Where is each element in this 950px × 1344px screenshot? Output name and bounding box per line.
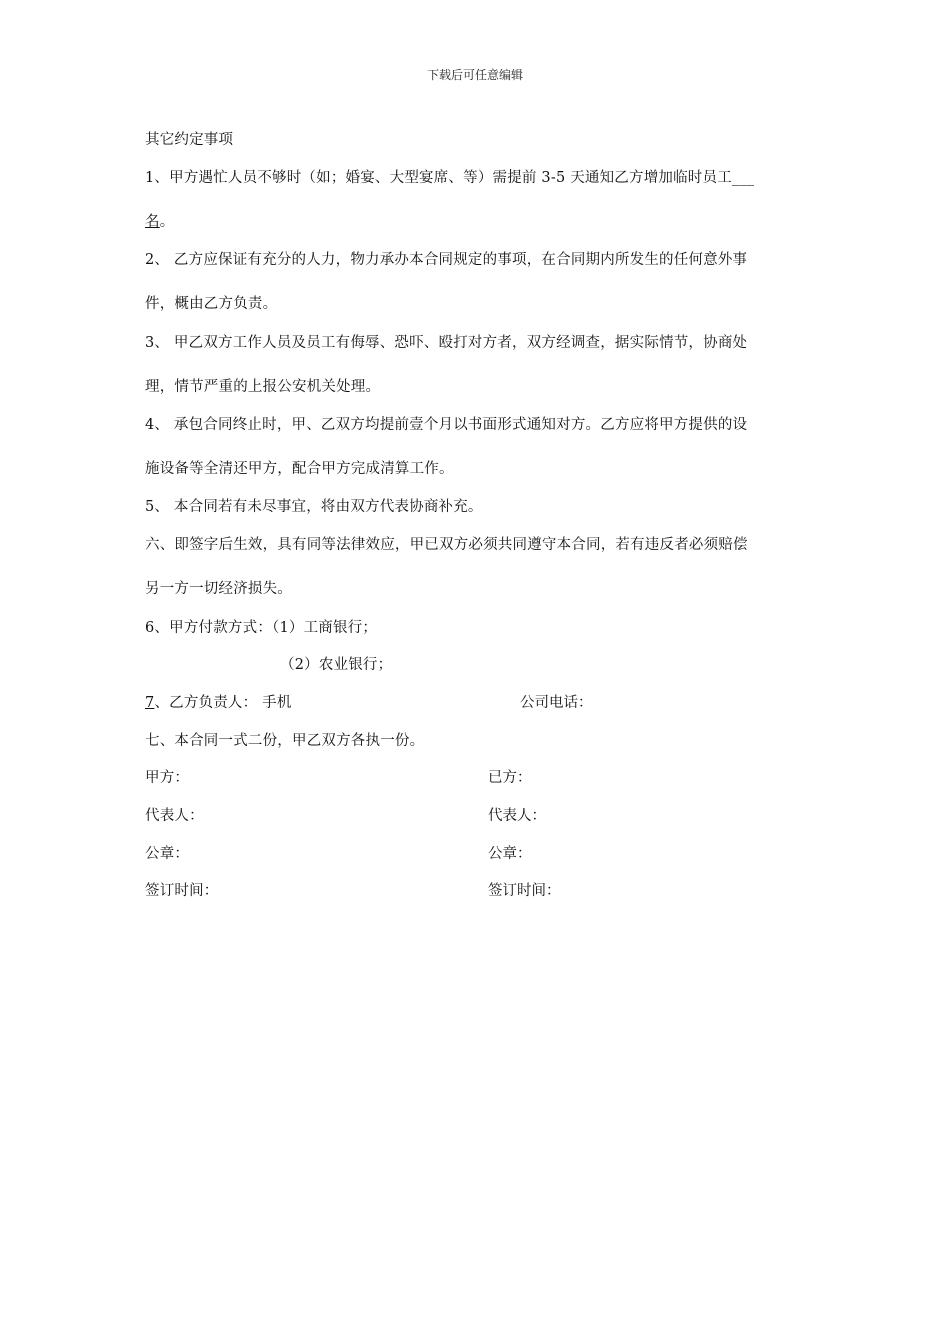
section-title: 其它约定事项 [145, 132, 234, 148]
party-b-representative: 代表人： [488, 808, 546, 824]
party-a-sign-date: 签订时间： [145, 883, 219, 899]
clause-6-line-1: 六、即签字后生效，具有同等法律效应，甲已双方必须共同遵守本合同，若有违反者必须赔偿 [145, 537, 748, 553]
clause-7-text: 、乙方负责人： 手机 [154, 695, 292, 711]
clause-7 [145, 691, 292, 712]
clause-4-line-2: 施设备等全清还甲方，配合甲方完成清算工作。 [145, 461, 454, 477]
clause-1-end: 。 [159, 214, 175, 230]
clause-2-line-1: 2、 乙方应保证有充分的人力，物力承办本合同规定的事项，在合同期内所发生的任何意外事 [145, 252, 748, 268]
clause-4-line-1: 4、 承包合同终止时，甲、乙双方均提前壹个月以书面形式通知对方。乙方应将甲方提供的设 [145, 417, 748, 433]
clause-7-number: 7 [145, 695, 155, 711]
payment-method-line-2: （2）农业银行； [280, 657, 393, 673]
page-header: 下载后可任意编辑 [426, 68, 523, 82]
clause-3-line-2: 理，情节严重的上报公安机关处理。 [145, 379, 381, 395]
clause-3-line-1: 3、 甲乙双方工作人员及员工有侮辱、恐吓、殴打对方者，双方经调查，据实际情节，协商处 [145, 335, 748, 351]
party-a-label: 甲方： [145, 770, 190, 786]
clause-2-line-2: 件，概由乙方负责。 [145, 296, 278, 312]
clause-1-underlined-word: 名 [145, 214, 160, 230]
clause-1-line-2 [145, 210, 174, 231]
party-a-representative: 代表人： [145, 808, 204, 824]
company-phone-label: 公司电话： [520, 695, 593, 711]
party-a-seal: 公章： [145, 846, 190, 862]
clause-5: 5、 本合同若有未尽事宜，将由双方代表协商补充。 [145, 499, 483, 515]
party-b-seal: 公章： [488, 846, 532, 862]
clause-6-line-2: 另一方一切经济损失。 [145, 581, 292, 597]
party-b-label: 已方： [488, 770, 532, 786]
payment-method-line-1: 6、甲方付款方式：（1）工商银行； [145, 620, 378, 636]
party-b-sign-date: 签订时间： [488, 883, 561, 899]
clause-8: 七、本合同一式二份，甲乙双方各执一份。 [145, 733, 425, 749]
clause-1-line-1: 1、甲方遇忙人员不够时（如；婚宴、大型宴席、等）需提前 3-5 天通知乙方增加临时员工___ [145, 170, 755, 186]
